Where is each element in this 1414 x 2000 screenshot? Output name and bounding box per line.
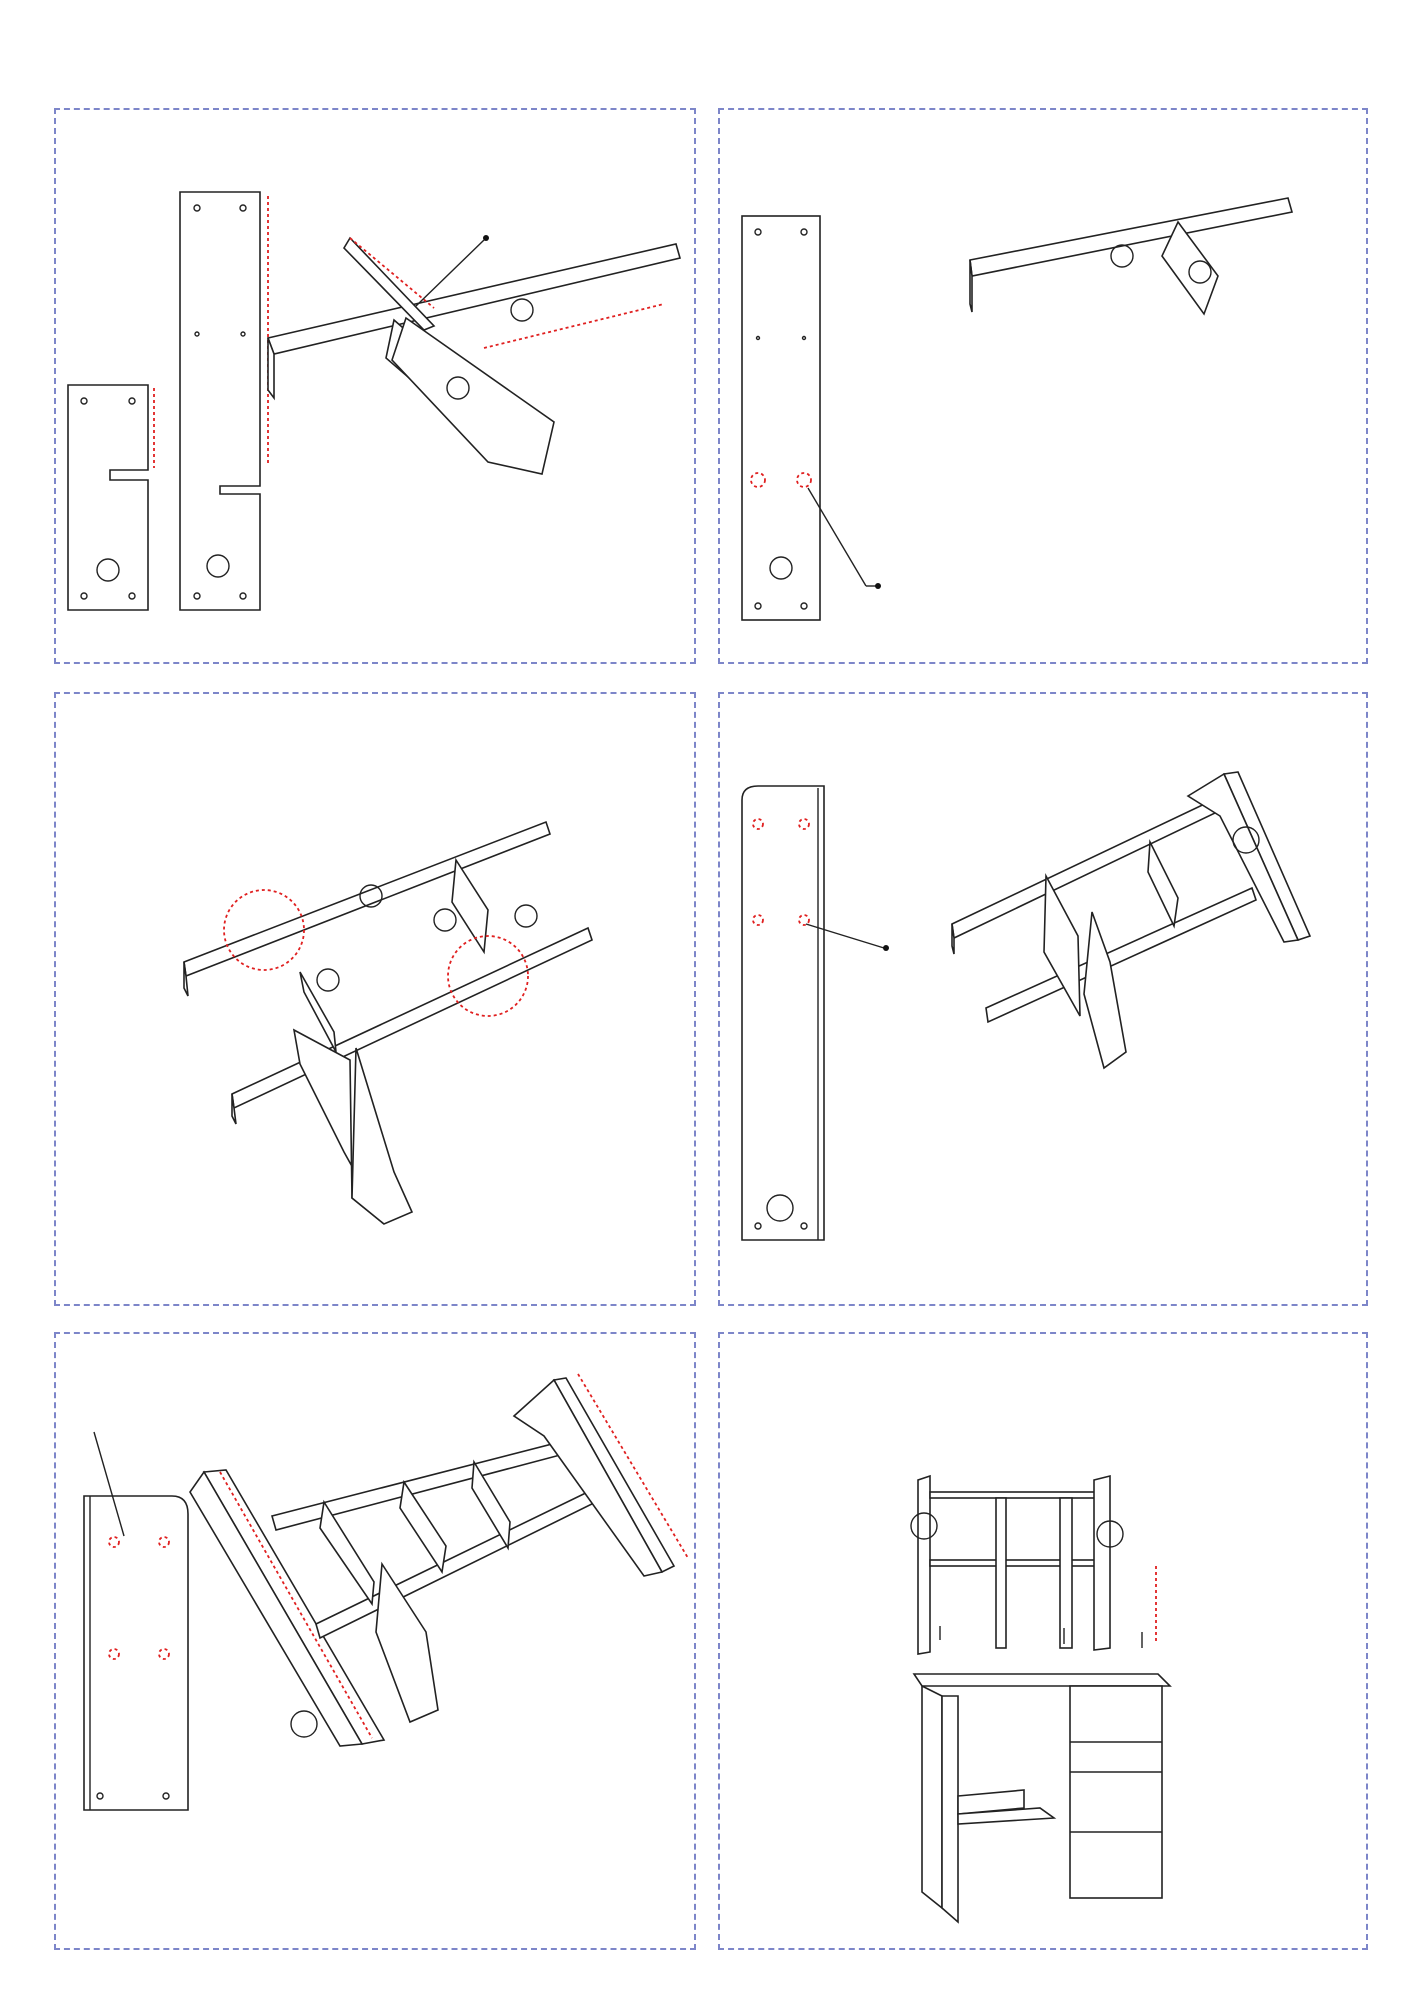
panel-13t-flat: [742, 786, 889, 1240]
panel-11-flat: [180, 192, 268, 610]
assembled-12-16: [970, 198, 1292, 314]
assembled-with-13t: [952, 772, 1310, 1068]
panel-10-flat: [68, 385, 154, 610]
step-2-5-diagram: [54, 1332, 704, 1952]
step-2-4-diagram: [718, 692, 1368, 1312]
assembled-with-13p: [190, 1374, 688, 1746]
panel-13p-flat: [84, 1432, 188, 1810]
step-2-6-diagram: [718, 1332, 1368, 1952]
step-2-1-diagram: [54, 108, 754, 668]
assembled-10-11: [268, 235, 680, 474]
step-2-3-diagram: [54, 692, 704, 1312]
step-2-2-diagram: [718, 108, 1368, 668]
upper-shelf-unit: [911, 1476, 1156, 1654]
desk-assembly: [914, 1674, 1170, 1922]
assembled-10-11-12-16: [184, 822, 592, 1224]
panel-12-flat: [742, 216, 881, 620]
